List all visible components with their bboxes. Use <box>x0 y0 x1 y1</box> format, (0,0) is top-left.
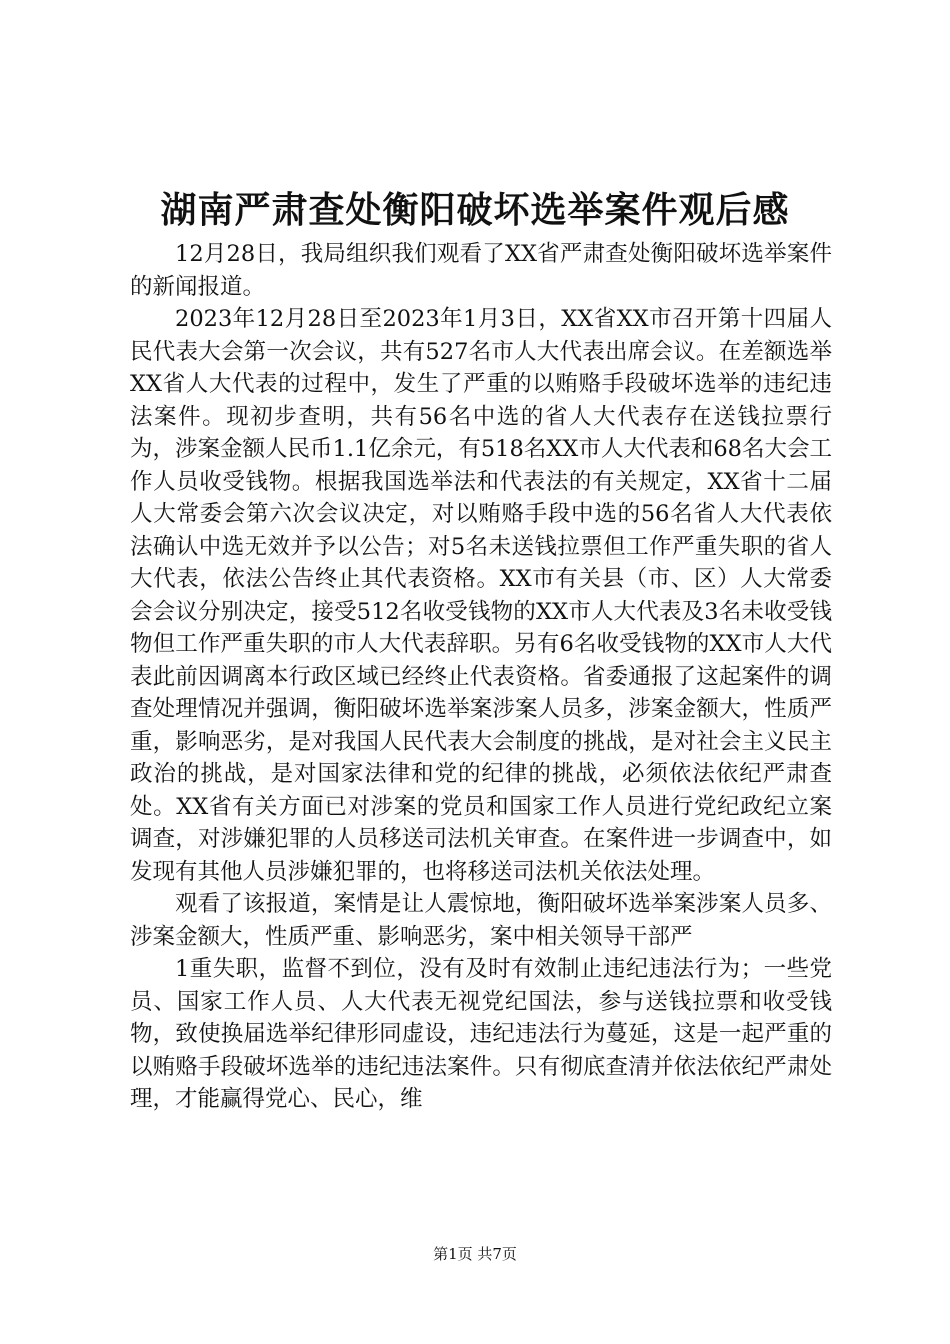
page-number-footer: 第1页 共7页 <box>433 1245 517 1263</box>
paragraph-case-details: 2023年12月28日至2023年1月3日，XX省XX市召开第十四届人民代表大会第一次会议，共有527名市人大代表出席会议。在差额选举XX省人大代表的过程中，发生了严重的以贿赂手段破坏选举的违纪违法案件。现初步查明，共有56名中选的省人大代表存在送钱拉票行为，涉案金额人民币1.1亿余元，有518名XX市人大代表和68名大会工作人员收受钱物。根据我国选举法和代表法的有关规定，XX省十二届人大常委会第六次会议决定，对以贿赂手段中选的56名省人大代表依法确认中选无效并予以公告；对5名未送钱拉票但工作严重失职的省人大代表，依法公告终止其代表资格。XX市有关县（市、区）人大常委会会议分别决定，接受512名收受钱物的XX市人大代表及3名未收受钱物但工作严重失职的市人大代表辞职。另有6名收受钱物的XX市人大代表此前因调离本行政区域已经终止代表资格。省委通报了这起案件的调查处理情况并强调，衡阳破坏选举案涉案人员多，涉案金额大，性质严重，影响恶劣，是对我国人民代表大会制度的挑战，是对社会主义民主政治的挑战，是对国家法律和党的纪律的挑战，必须依法依纪严肃查处。XX省有关方面已对涉案的党员和国家工作人员进行党纪政纪立案调查，对涉嫌犯罪的人员移送司法机关审查。在案件进一步调查中，如发现有其他人员涉嫌犯罪的，也将移送司法机关依法处理。 <box>130 306 832 885</box>
document-title: 湖南严肃查处衡阳破坏选举案件观后感 <box>160 189 790 231</box>
document-body <box>130 238 832 1116</box>
paragraph-reflection: 观看了该报道，案情是让人震惊地，衡阳破坏选举案涉案人员多、涉案金额大，性质严重、影响恶劣，案中相关领导干部严 <box>130 891 832 950</box>
paragraph-intro: 12月28日，我局组织我们观看了XX省严肃查处衡阳破坏选举案件的新闻报道。 <box>130 241 832 300</box>
paragraph-continuation: 1重失职，监督不到位，没有及时有效制止违纪违法行为；一些党员、国家工作人员、人大代表无视党纪国法，参与送钱拉票和收受钱物，致使换届选举纪律形同虚设，违纪违法行为蔓延，这是一起严重的以贿赂手段破坏选举的违纪违法案件。只有彻底查清并依法依纪严肃处理，才能赢得党心、民心，维 <box>130 956 832 1112</box>
